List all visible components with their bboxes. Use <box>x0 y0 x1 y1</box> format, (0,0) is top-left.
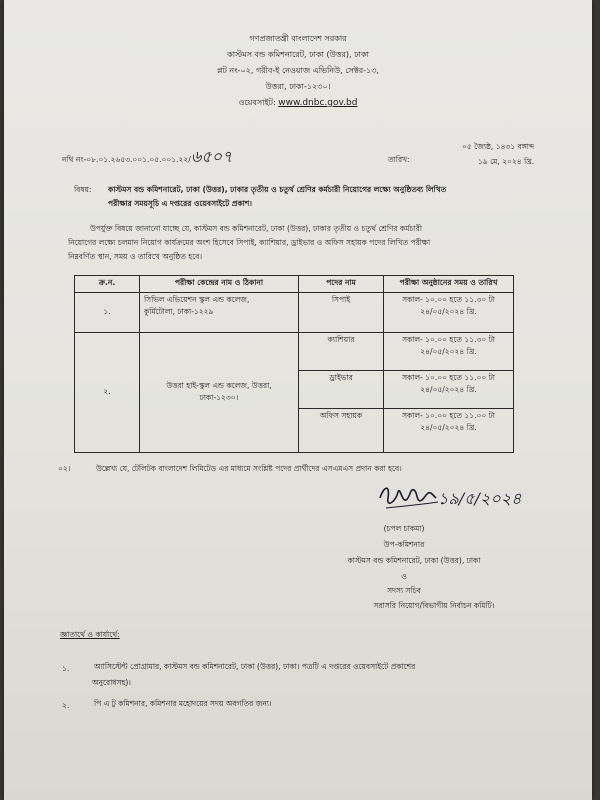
table-row <box>75 333 514 371</box>
government-title: গণপ্রজাতন্ত্রী বাংলাদেশ সরকার <box>249 34 347 43</box>
distribution-item-2-number: ২. <box>62 701 70 710</box>
row2-center-line-1: উত্তরা হাই-স্কুল এন্ড কলেজ, উত্তরা, <box>166 380 272 390</box>
subject-line-2: পরীক্ষার সময়সূচি এ দপ্তরের ওয়েবসাইটে প্রকাশ। <box>108 199 252 208</box>
signatory-office: কাস্টমস বন্ড কমিশনারেট, ঢাকা (উত্তর), ঢাকা <box>347 556 481 565</box>
row1-date: ২৪/০৫/২০২৪ খ্রি. <box>420 307 477 316</box>
row1-center <box>140 293 299 333</box>
date-label: তারিখ: <box>388 155 410 164</box>
distribution-heading: জ্ঞাতার্থে ও কার্যার্থে: <box>60 630 120 639</box>
distribution-item-1-line-2: অনুরোধসহ)। <box>92 678 131 687</box>
row1-time: সকাল- ১০.০০ হতে ১১.৩০ টা <box>402 295 495 304</box>
row2a-date: ২৪/০৫/২০২৪ খ্রি. <box>420 347 477 356</box>
address-line-2: উত্তরা, ঢাকা-১২৩০। <box>265 82 331 91</box>
header-center: পরীক্ষা কেন্দ্রের নাম ও ঠিকানা <box>140 276 299 293</box>
row2-center-line-2: ঢাকা-১২৩০। <box>199 392 239 402</box>
distribution-item-1-line-1: অ্যাসিস্টেন্ট প্রোগ্রামার, কাস্টমস বন্ড কমিশনারেট, ঢাকা (উত্তর), ঢাকা। পত্রটি এ দপ্তরের ওয়েবসাইটে প্রকাশের <box>94 662 416 671</box>
distribution-item-2-line-1: পি এ টু কমিশনার, কমিশনার মহোদয়ের সদয় অবগতির জন্য। <box>94 699 272 708</box>
row2b-date: ২৪/০৫/২০২৪ খ্রি. <box>420 385 477 394</box>
date-gregorian: ১৯ মে, ২০২৪ খ্রি. <box>478 157 535 166</box>
paragraph-line-2: নিয়োগের লক্ষ্যে চলমান নিয়োগ কার্যক্রমের অংশ হিসেবে সিপাই, ক্যাশিয়ার, ড্রাইভার ও অফিস সহায়ক পদের লিখিত পরীক্ষা <box>68 238 431 247</box>
date-bangla: ০৫ জ্যৈষ্ঠ, ১৪৩১ বঙ্গাব্দ <box>462 142 535 151</box>
subject-label: বিষয়: <box>74 185 92 194</box>
row1-time-date <box>384 293 514 333</box>
signatory-committee: সরাসরি নিয়োগ/বিভাগীয় নির্বাচন কমিটি। <box>373 601 495 610</box>
row2a-post: ক্যাশিয়ার <box>299 333 384 371</box>
document-page <box>4 0 592 800</box>
paragraph-line-3: নিম্নবর্ণিত স্থান, সময় ও তারিখে অনুষ্ঠিত হবে। <box>68 252 203 261</box>
note-text: উল্লেখ্য যে, টেলিটক বাংলাদেশ লিমিটেড এর মাধ্যমে সংশ্লিষ্ট পদের প্রার্থীদের এসএমএস প্রদান করা হবে। <box>96 464 402 473</box>
row2-center <box>140 333 299 453</box>
subject-line-1: কাস্টমস বন্ড কমিশনারেট, ঢাকা (উত্তর), ঢাকার তৃতীয় ও চতুর্থ শ্রেণির কর্মচারী নিয়োগের লক্ষ্যে অনুষ্ঠিতব্য লিখিত <box>108 185 447 194</box>
signatory-and: ও <box>401 572 407 581</box>
website-label: ওয়েবসাইট: <box>238 98 276 107</box>
row2c-time-date <box>384 409 514 453</box>
row1-serial: ১. <box>75 293 140 333</box>
row2a-time: সকাল- ১০.০০ হতে ১১.৩০ টা <box>402 335 495 344</box>
header-post: পদের নাম <box>299 276 384 293</box>
address-line-1: প্লট নং-০২, গরীব-ই নেওয়াজ এভিনিউ, সেক্টর-১৩, <box>217 66 379 75</box>
memo-number <box>62 147 233 166</box>
row1-center-line-1: সিভিল এভিয়েশন স্কুল এন্ড কলেজ, <box>144 295 250 304</box>
office-name: কাস্টমস বন্ড কমিশনারেট, ঢাকা (উত্তর), ঢাকা <box>227 50 369 59</box>
distribution-item-1-number: ১. <box>62 664 70 673</box>
memo-number-prefix: নথি নং-০৮.০১.২৬৫৩.০০১.০৫.০০১.২২/ <box>62 155 191 164</box>
row2-serial: ২. <box>75 333 140 453</box>
row2b-time: সকাল- ১০.০০ হতে ১১.০০ টা <box>402 373 495 382</box>
note-number: ০২। <box>58 464 71 473</box>
row1-post: সিপাই <box>299 293 384 333</box>
table-header-row <box>75 276 514 293</box>
website-line <box>4 98 592 108</box>
row2c-date: ২৪/০৫/২০২৪ খ্রি. <box>420 423 477 432</box>
row2b-post: ড্রাইভার <box>299 371 384 409</box>
row2c-post: অফিস সহায়ক <box>299 409 384 453</box>
row2c-time: সকাল- ১০.০০ হতে ১১.০০ টা <box>402 411 495 420</box>
table-row <box>75 293 514 333</box>
row1-center-line-2: কুর্মিটোলা, ঢাকা-১২২৯ <box>144 307 214 316</box>
header-serial: ক্র.ন. <box>75 276 140 293</box>
header-time-date: পরীক্ষা অনুষ্ঠানের সময় ও তারিখ <box>384 276 514 293</box>
exam-schedule-table <box>74 275 514 453</box>
row2b-time-date <box>384 371 514 409</box>
signatory-role: সদস্য সচিব <box>387 586 421 595</box>
signature-date: ১৯/৫/২০২৪ <box>438 489 522 508</box>
signatory-name: (চপল চাকমা) <box>383 524 425 533</box>
row2a-time-date <box>384 333 514 371</box>
signatory-designation: উপ-কমিশনার <box>383 540 425 549</box>
paragraph-line-1: উপর্যুক্ত বিষয়ে জানানো যাচ্ছে যে, কাস্টমস বন্ড কমিশনারেট, ঢাকা (উত্তর), ঢাকার তৃতীয় ও চতুর্থ শ্রেণির কর্মচারী <box>90 224 422 233</box>
website-link[interactable]: www.dnbc.gov.bd <box>278 98 358 108</box>
memo-number-handwritten: ৬৫০৭ <box>190 147 233 166</box>
